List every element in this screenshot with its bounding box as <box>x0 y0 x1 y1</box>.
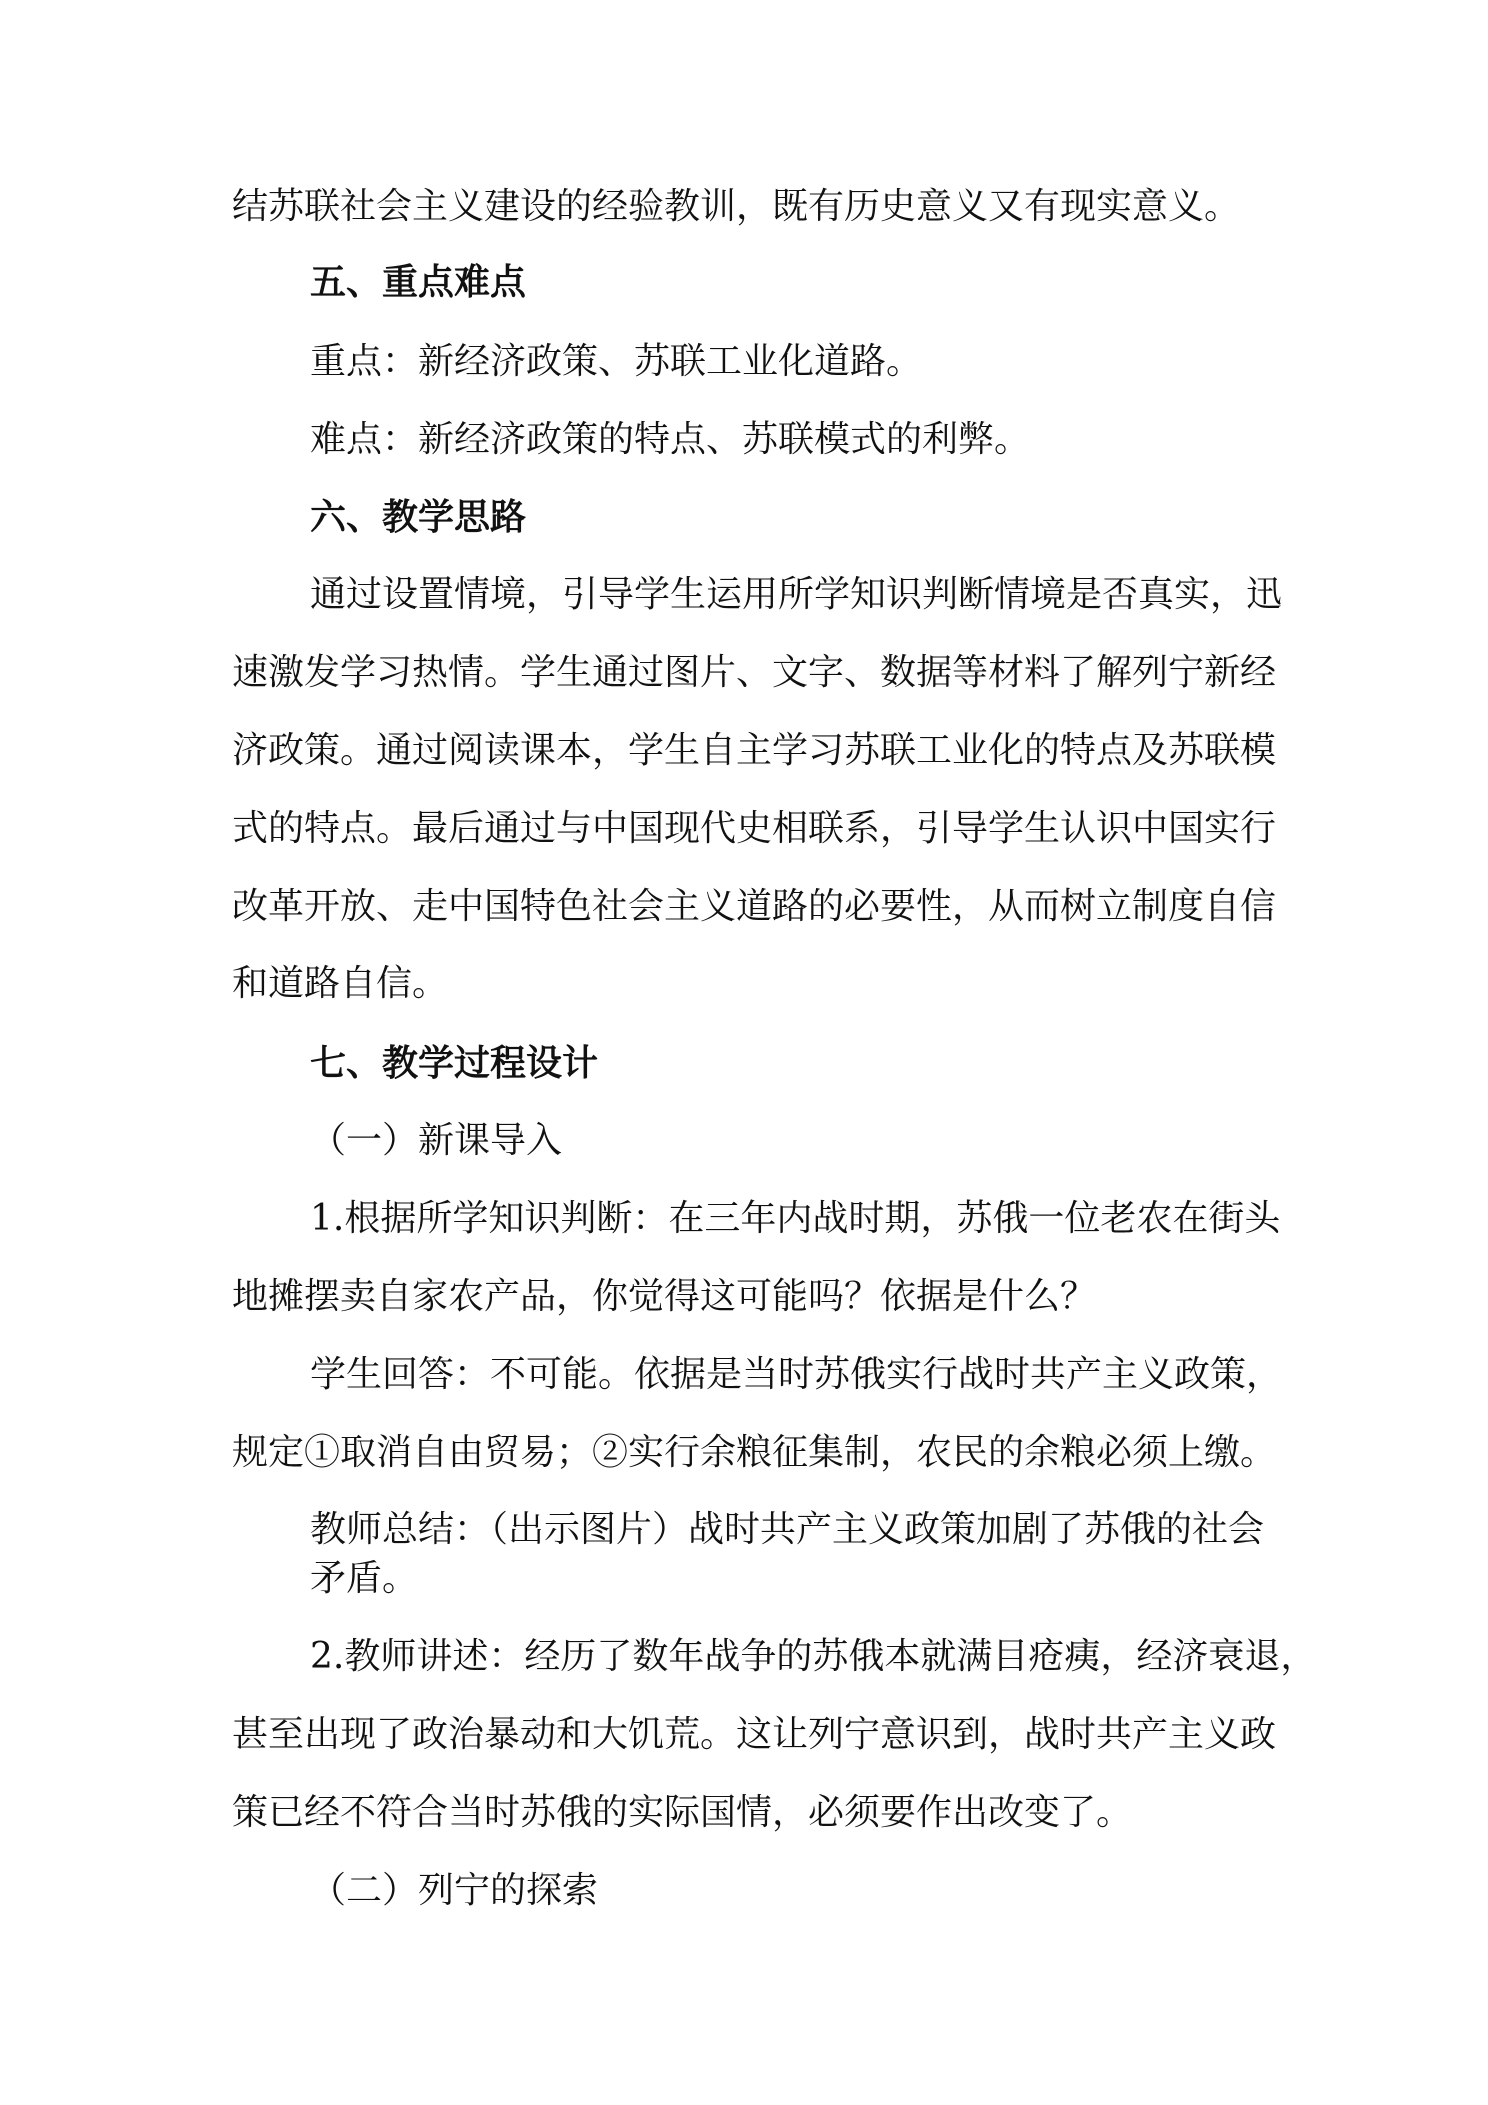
question-1-line-1: 1.根据所学知识判断：在三年内战时期，苏俄一位老农在街头 <box>310 1198 1281 1239</box>
section-6-line-3: 济政策。通过阅读课本，学生自主学习苏联工业化的特点及苏联模 <box>232 730 1277 771</box>
section-6-line-5: 改革开放、走中国特色社会主义道路的必要性，从而树立制度自信 <box>232 886 1277 927</box>
student-answer-line-2: 规定①取消自由贸易；②实行余粮征集制，农民的余粮必须上缴。 <box>232 1432 1277 1473</box>
paragraph-2-line-1: 2.教师讲述：经历了数年战争的苏俄本就满目疮痍，经济衰退， <box>310 1636 1317 1677</box>
section-5-heading: 五、重点难点 <box>310 262 527 303</box>
focus-line: 重点：新经济政策、苏联工业化道路。 <box>310 341 923 382</box>
intro-line-1: 结苏联社会主义建设的经验教训，既有历史意义又有现实意义。 <box>232 186 1241 227</box>
section-7-heading: 七、教学过程设计 <box>310 1043 599 1084</box>
section-6-line-6: 和道路自信。 <box>232 963 449 1004</box>
teacher-summary-line-1: 教师总结：（出示图片）战时共产主义政策加剧了苏俄的社会 <box>310 1509 1265 1550</box>
subsection-1-heading: （一）新课导入 <box>310 1120 563 1161</box>
subsection-2-heading: （二）列宁的探索 <box>310 1870 599 1911</box>
section-6-line-1: 通过设置情境，引导学生运用所学知识判断情境是否真实，迅 <box>310 574 1283 615</box>
section-6-heading: 六、教学思路 <box>310 497 527 538</box>
question-1-line-2: 地摊摆卖自家农产品，你觉得这可能吗？依据是什么？ <box>232 1276 1097 1317</box>
section-6-line-2: 速激发学习热情。学生通过图片、文字、数据等材料了解列宁新经 <box>232 652 1277 693</box>
section-6-line-4: 式的特点。最后通过与中国现代史相联系，引导学生认识中国实行 <box>232 808 1277 849</box>
teacher-summary-line-2: 矛盾。 <box>310 1558 419 1599</box>
paragraph-2-line-3: 策已经不符合当时苏俄的实际国情，必须要作出改变了。 <box>232 1792 1133 1833</box>
student-answer-line-1: 学生回答：不可能。依据是当时苏俄实行战时共产主义政策， <box>310 1354 1283 1395</box>
difficulty-line: 难点：新经济政策的特点、苏联模式的利弊。 <box>310 419 1031 460</box>
paragraph-2-line-2: 甚至出现了政治暴动和大饥荒。这让列宁意识到，战时共产主义政 <box>232 1714 1277 1755</box>
